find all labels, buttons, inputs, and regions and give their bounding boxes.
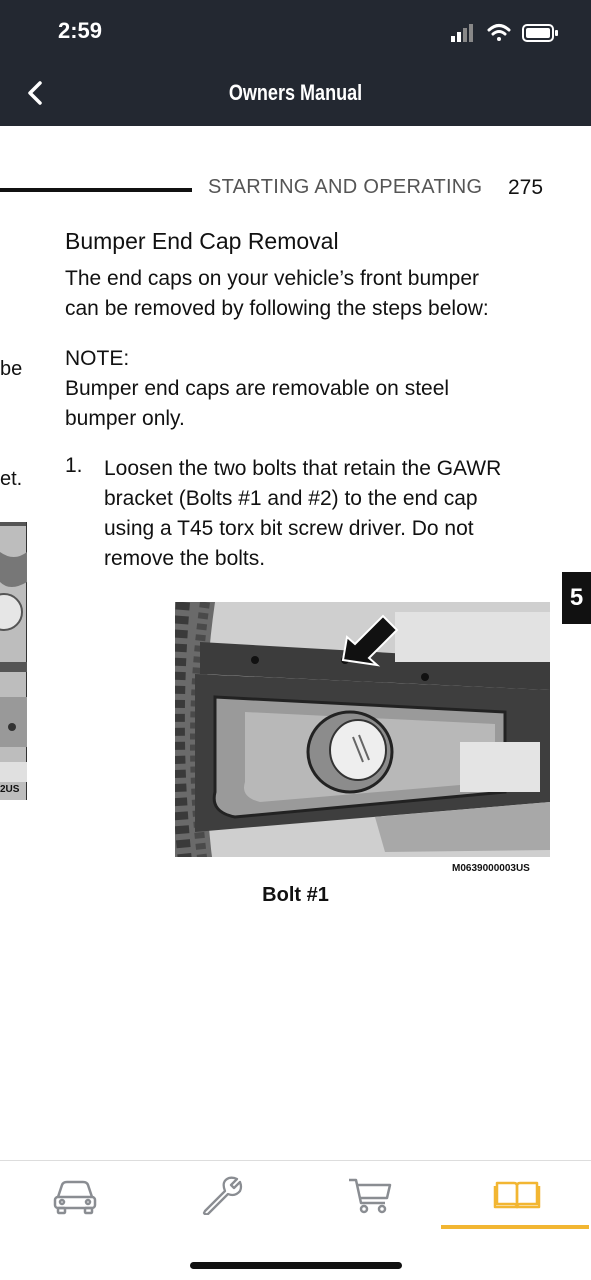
figure-code: M0639000003US <box>452 863 530 874</box>
nav-title: Owners Manual <box>228 80 363 105</box>
note-line: bumper only. <box>65 407 185 430</box>
page-heading: Bumper End Cap Removal <box>65 228 339 254</box>
chevron-left-icon <box>30 83 40 103</box>
page-number: 275 <box>508 176 544 199</box>
battery-icon <box>523 25 558 41</box>
active-tab-indicator <box>441 1225 589 1229</box>
intro-line: can be removed by following the steps below: <box>65 297 489 320</box>
home-indicator[interactable] <box>190 1262 402 1269</box>
tab-service[interactable] <box>197 1175 247 1215</box>
step-number: 1. <box>65 454 83 477</box>
left-page-figure <box>0 522 27 800</box>
section-rule <box>0 188 192 192</box>
chapter-tab: 5 <box>562 572 591 624</box>
tab-manual[interactable] <box>492 1175 542 1215</box>
figure-caption: Bolt #1 <box>262 884 329 906</box>
section-title: STARTING AND OPERATING <box>208 176 483 198</box>
step-text <box>104 454 554 574</box>
tab-shop[interactable] <box>345 1175 395 1215</box>
cart-icon <box>349 1180 390 1212</box>
wifi-icon <box>489 26 509 42</box>
step-line: remove the bolts. <box>104 547 266 570</box>
bottom-tab-bar <box>0 1160 591 1280</box>
wrench-icon <box>204 1178 241 1215</box>
left-page-fragment: et. <box>0 468 23 490</box>
car-icon <box>55 1182 95 1213</box>
signal-icon <box>451 24 473 42</box>
status-icons <box>451 20 561 46</box>
intro-line: The end caps on your vehicle’s front bumper <box>65 267 480 290</box>
tab-vehicle[interactable] <box>50 1175 100 1215</box>
note-label: NOTE: <box>65 347 130 370</box>
step-line: using a T45 torx bit screw driver. Do not <box>104 517 474 540</box>
bumper-figure <box>175 602 550 880</box>
left-page-fragment: be <box>0 358 23 380</box>
app-header <box>0 0 591 126</box>
status-time: 2:59 <box>58 18 103 43</box>
note-line: Bumper end caps are removable on steel <box>65 377 450 400</box>
manual-page[interactable] <box>0 126 591 1159</box>
book-icon <box>495 1183 539 1207</box>
back-button[interactable] <box>22 78 50 108</box>
left-figure-code: 2US <box>0 784 20 795</box>
step-line: Loosen the two bolts that retain the GAWR <box>104 457 502 480</box>
step-line: bracket (Bolts #1 and #2) to the end cap <box>104 487 478 510</box>
